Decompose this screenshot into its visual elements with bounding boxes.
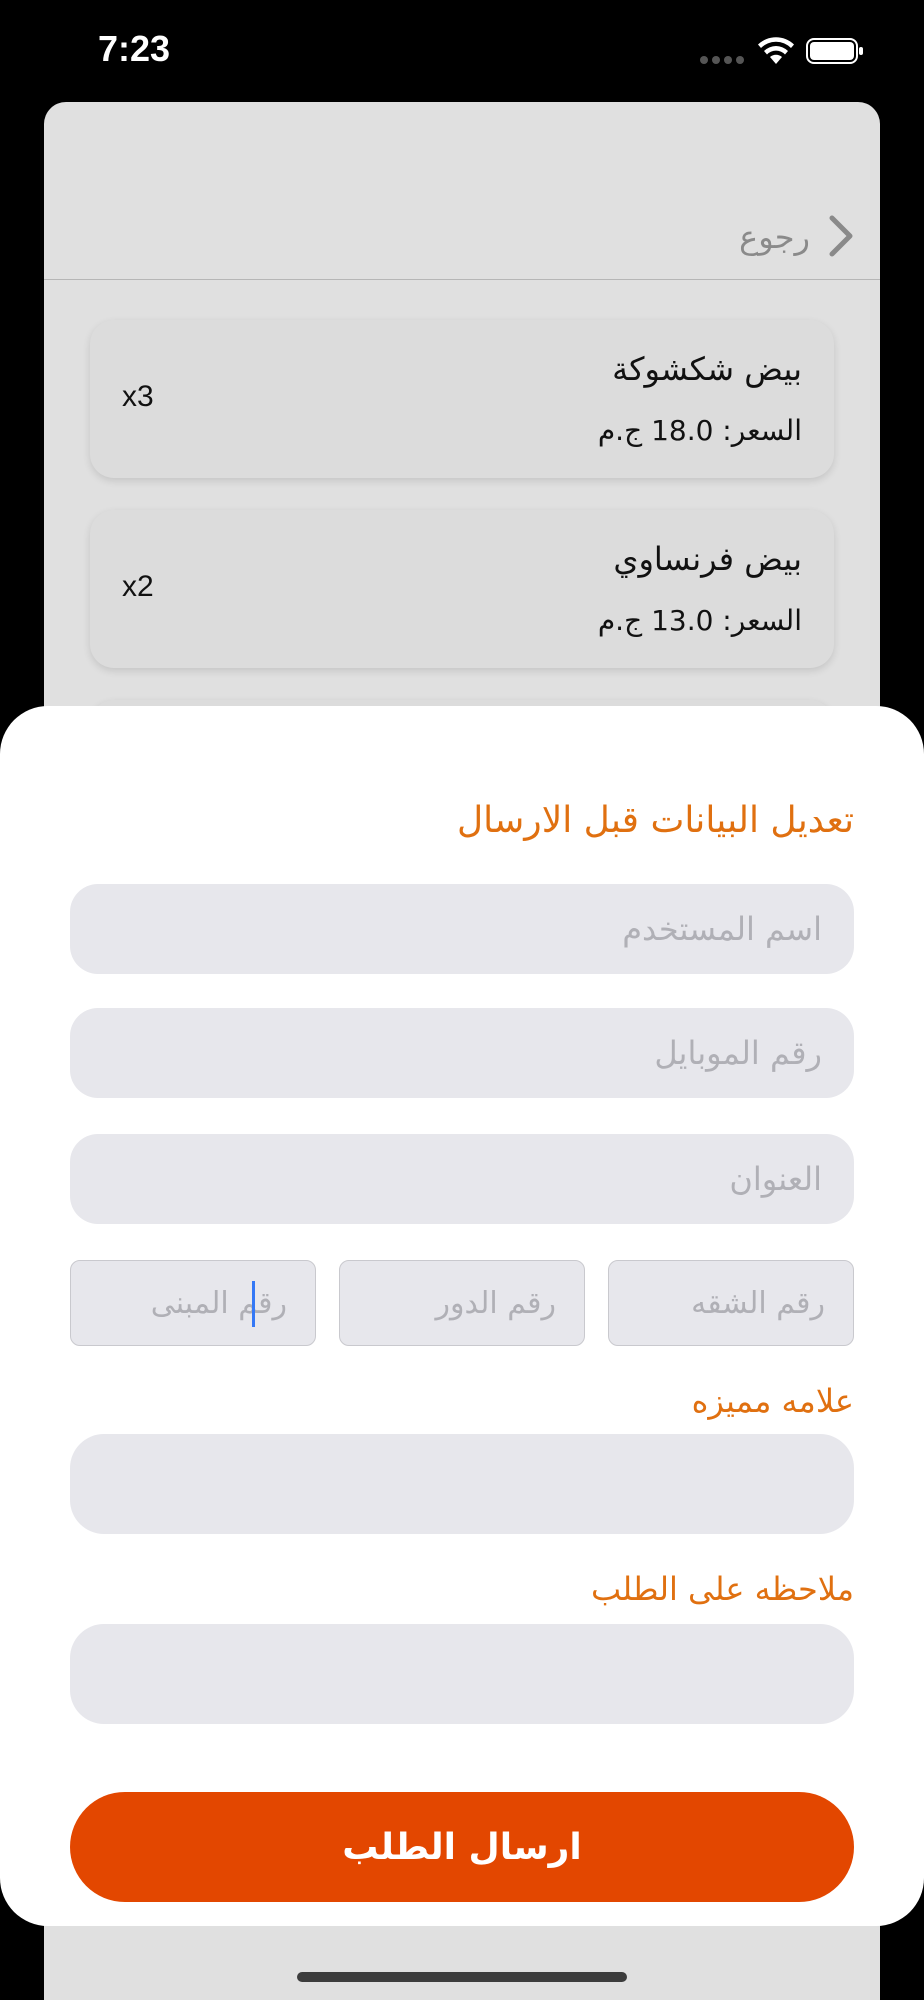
status-time: 7:23 <box>98 28 171 69</box>
text-cursor <box>252 1281 255 1327</box>
navigation-bar <box>44 102 880 280</box>
back-button[interactable]: رجوع <box>739 218 810 256</box>
apartment-number-field[interactable] <box>608 1260 854 1346</box>
landmark-field[interactable] <box>70 1434 854 1534</box>
cellular-signal-icon <box>700 56 744 66</box>
address-field[interactable] <box>70 1134 854 1224</box>
note-label: ملاحظه على الطلب <box>590 1570 854 1608</box>
mobile-field[interactable] <box>70 1008 854 1098</box>
home-indicator <box>297 1972 627 1982</box>
battery-icon <box>806 38 864 64</box>
landmark-label: علامه مميزه <box>691 1382 854 1420</box>
floor-number-field[interactable] <box>339 1260 585 1346</box>
order-item-card[interactable] <box>90 320 834 478</box>
order-item-card[interactable] <box>90 510 834 668</box>
wifi-icon <box>756 36 796 66</box>
order-item-name: بيض فرنساوي <box>613 540 802 578</box>
status-bar <box>0 0 924 100</box>
submit-order-button[interactable]: ارسال الطلب <box>70 1792 854 1902</box>
edit-details-sheet <box>0 706 924 1926</box>
order-note-field[interactable] <box>70 1624 854 1724</box>
username-field[interactable] <box>70 884 854 974</box>
order-item-price: السعر: 13.0 ج.م <box>597 604 802 637</box>
building-number-field[interactable] <box>70 1260 316 1346</box>
order-item-quantity: x2 <box>122 570 154 603</box>
sheet-title: تعديل البيانات قبل الارسال <box>457 800 854 841</box>
chevron-right-icon[interactable] <box>828 214 854 258</box>
order-item-price: السعر: 18.0 ج.م <box>597 414 802 447</box>
order-item-name: بيض شكشوكة <box>612 350 802 388</box>
order-item-quantity: x3 <box>122 380 154 413</box>
